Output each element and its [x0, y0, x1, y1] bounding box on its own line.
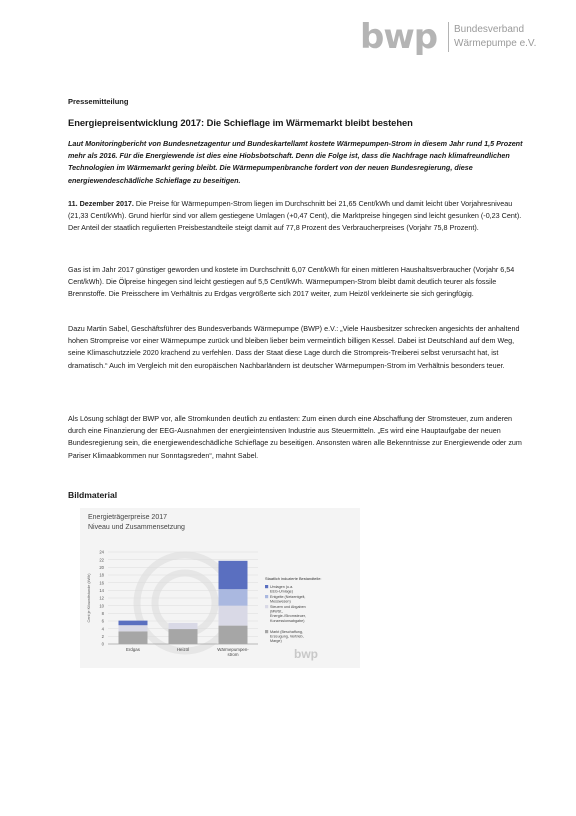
legend-swatch	[265, 605, 268, 608]
x-tick-label: Erdgas	[126, 647, 140, 652]
chart-title: Energieträgerpreise 2017	[88, 514, 167, 521]
bar-segment	[219, 589, 248, 605]
legend-swatch	[265, 585, 268, 588]
image-section-heading: Bildmaterial	[68, 490, 118, 500]
y-tick-label: 20	[99, 564, 104, 570]
y-tick-label: 0	[101, 641, 104, 647]
legend-label: Entgelte (Netzentgelt,	[270, 595, 306, 599]
bwp-logo: bwp	[360, 17, 438, 57]
bar-segment	[169, 629, 198, 644]
chart-watermark-logo: bwp	[294, 647, 318, 661]
press-release-label: Pressemitteilung	[68, 97, 129, 106]
bar-segment	[169, 623, 198, 629]
legend-heading: Staatlich induzierte Bestandteile:	[265, 576, 322, 581]
dateline: 11. Dezember 2017.	[68, 199, 134, 208]
legend-label: Steuern und Abgaben	[270, 605, 306, 609]
legend-label: Umlagen (u.a.	[270, 585, 294, 589]
paragraph-3: Dazu Martin Sabel, Geschäftsführer des Bundesverbands Wärmepumpe (BWP) e.V.: „Viele Hausbesitzer schrecken angesichts der anhaltend hohen Strompreise vor einer Wärmepumpe zurück und bleiben lieber beim vermeintlich billigen Kessel. Dabei ist Deutschland auf dem Weg, seine Klimaschutzziele 2020 krachend zu verfehlen. Dass der Staat diese Lage durch die Strompreis-Treiberei selbst verursacht hat, ist dramatisch.“ Auch im Vergleich mit den europäischen Nachbarländern ist deutscher Wärmepumpen-Strom im Verhältnis besonders teuer.	[68, 324, 520, 370]
legend-label: EEG-Umlage)	[270, 589, 293, 594]
x-tick-label: strom	[227, 652, 239, 657]
logo-line1: Bundesverband	[454, 24, 525, 35]
legend-label: (MWSt.,	[270, 609, 284, 614]
y-tick-label: 18	[99, 572, 104, 578]
y-tick-label: 22	[99, 557, 104, 563]
y-tick-label: 6	[101, 618, 104, 624]
legend-label: Marge)	[270, 639, 282, 644]
y-tick-label: 8	[101, 610, 104, 616]
paragraph-2: Gas ist im Jahr 2017 günstiger geworden und kostete im Durchschnitt 6,07 Cent/kWh für einen mittleren Haushaltsverbraucher (Vorjahr 6,54 Cent/kWh). Die Ölpreise hingegen sind leicht gestiegen auf 5,5 Cent/kWh. Wärmepumpen-Strom bleibt damit deutlich teurer als fossile Brennstoffe. Die Preisschere im Verhältnis zu Erdgas vergrößerte sich 2017 weiter, zum Heizöl verkleinerte sie sich geringfügig.	[68, 265, 515, 299]
lead-paragraph: Laut Monitoringbericht von Bundesnetzagentur und Bundeskartellamt kostete Wärmepumpen-Strom in diesem Jahr rund 1,5 Prozent mehr als 2016. Für die Energiewende ist dies eine Hiobsbotschaft. Denn die Folge ist, dass die Nachfrage nach klimafreundlichen Technologien im Wärmemarkt gering bleibt. Die Wärmepumpenbranche fordert von der neuen Bundesregierung, diese energiewendeschädliche Schieflage zu beseitigen.	[68, 139, 523, 185]
bar-segment	[119, 621, 148, 626]
paragraph-4: Als Lösung schlägt der BWP vor, alle Stromkunden deutlich zu entlasten: Zum einen durch eine Abschaffung der Stromsteuer, zum anderen durch eine Finanzierung der EEG-Ausnahmen der energieintensiven Industrie aus Steuermitteln. „Es wird eine Hauptaufgabe der neuen Bundesregierung sein, die energiewendeschädliche Schieflage zu beseitigen. Ansonsten wären alle Bekenntnisse zur Energiewende oder zum Pariser Klimaabkommen nur Sonntagsreden“, mahnt Sabel.	[68, 414, 522, 460]
x-tick-label: Wärmepumpen-	[217, 647, 249, 652]
legend-label: Energie-/Stromsteuer,	[270, 614, 306, 619]
bar-segment	[119, 631, 148, 644]
legend-label: Markt (Beschaffung,	[270, 630, 303, 634]
energy-price-chart	[80, 508, 360, 668]
bar-segment	[219, 561, 248, 589]
x-tick-label: Heizöl	[176, 647, 190, 652]
y-tick-label: 24	[99, 549, 104, 555]
headline: Energiepreisentwicklung 2017: Die Schieflage im Wärmemarkt bleibt bestehen	[68, 117, 413, 128]
legend-label: Messwesen)	[270, 599, 291, 604]
chart-subtitle: Niveau und Zusammensetzung	[88, 524, 185, 531]
bar-segment	[219, 626, 248, 644]
y-tick-label: 10	[99, 603, 104, 609]
bar-segment	[219, 606, 248, 626]
y-tick-label: 4	[101, 626, 104, 632]
paragraph-1	[68, 198, 528, 235]
logo-divider	[448, 22, 449, 52]
paragraph-1-body: Die Preise für Wärmepumpen-Strom liegen im Durchschnitt bei 21,65 Cent/kWh und damit leicht über Vorjahresniveau (21,33 Cent/kWh). Grund hierfür sind vor allem gestiegene Umlagen (+0,47 Cent), die Marktpreise hingegen sind leicht gesunken (-0,23 Cent). Der Anteil der staatlich regulierten Preisbestandteile steigt damit auf 77,8 Prozent des Verbraucherpreises (Vorjahr 75,8 Prozent).	[68, 199, 522, 233]
legend-swatch	[265, 595, 268, 598]
y-tick-label: 2	[101, 633, 104, 639]
y-tick-label: 12	[99, 595, 104, 601]
y-tick-label: 16	[99, 580, 104, 586]
bar-segment	[119, 625, 148, 631]
y-tick-label: 14	[99, 587, 104, 593]
legend-label: Konzessionsabgabe)	[270, 618, 305, 623]
y-axis-label: Cent je Kilowattstunde (kWh)	[87, 573, 91, 623]
legend-swatch	[265, 630, 268, 633]
logo-line2: Wärmepumpe e.V.	[454, 38, 537, 49]
legend-label: Erzeugung, Vertrieb,	[270, 634, 304, 639]
